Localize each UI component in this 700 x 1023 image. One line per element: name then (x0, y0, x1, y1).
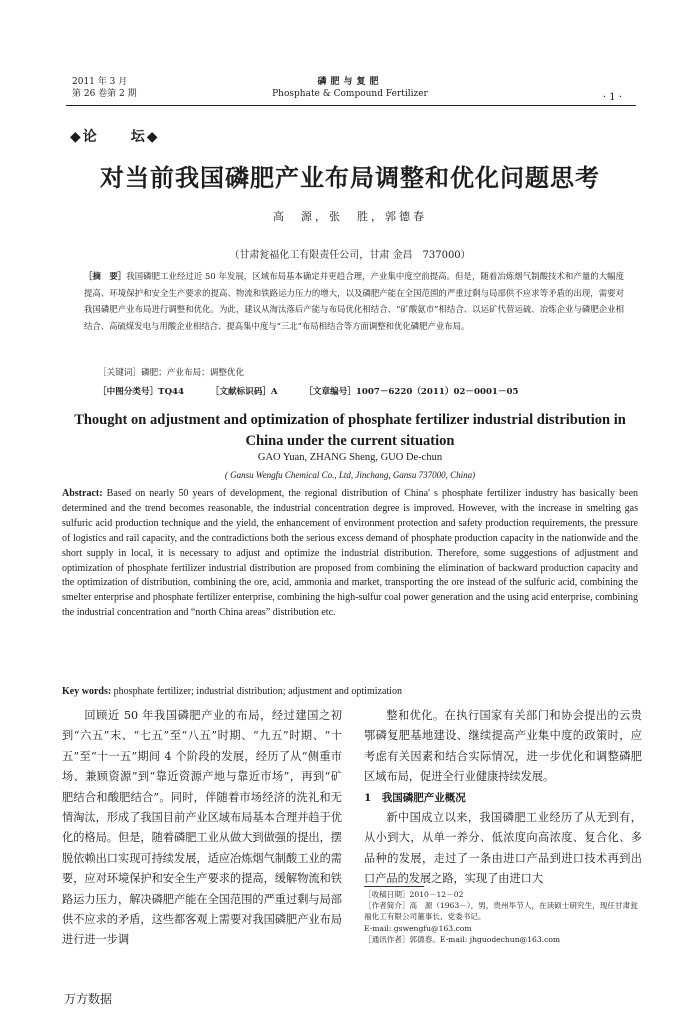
body-paragraph: 新中国成立以来，我国磷肥工业经历了从无到有，从小到大，从单一养分、低浓度向高浓度、复合化、多品种的发展，走过了一条由进口产品到进口技术再到出口产品的发展之路，实现了由进口大 (364, 811, 642, 886)
footnote-rule (364, 886, 424, 887)
keywords-cn-text: 磷肥；产业布局；调整优化 (140, 368, 245, 378)
section-heading: 1 我国磷肥产业概况 (364, 791, 466, 804)
body-left-column: 回顾近 50 年我国磷肥产业的布局，经过建国之初到“六五”末、“七五”至“八五”时期、“九五”时期、“十五”至“十一五”期间 4 个阶段的发展，经历了从“侧重市场、兼顾资源”到“靠近资源产地与靠近市场”，再到“矿肥结合和酸肥结合”。同时，伴随着市场经济的洗礼和无情淘汰，形成了我国目前产业区域布局基本合理并趋于优化的格局。但是，随着磷肥工业从做大到做强的提出，摆脱依赖出口实现可持续发展，适应冶炼烟气制酸工业的需要，应对环境保护和安全生产要求的提高，缓解物流和铁路运力压力，解决磷肥产能在全国范围的严重过剩与局部供不应求的矛盾，这些都客观上需要对我国磷肥产业布局进行进一步调 (62, 709, 342, 947)
footnote-email: E-mail: gswengfu@163.com (364, 923, 472, 933)
abstract-en-label: Abstract: (62, 488, 103, 499)
abstract-en-text: Based on nearly 50 years of development, the regional distribution of China' s phosphate fertilizer industry has basically been determined and the trend becomes reasonable, the industrial concentration degree is improved. However, with the increase in smelting gas sulfuric acid production technique and the yield, the enhancement of environment protection and safety production requirements, the pressure of logistics and rail capacity, and the contradictions both the serious excess demand of phosphate production capacity in the nationwide and the short supply in local, it is necessary to adjust and optimize the industrial distribution. Therefore, some suggestions of adjustment and optimization of phosphate fertilizer industrial distribution are proposed from combining the elimination of backward production capacity and the optimization of distribution, combining the ore, acid, ammonia and market, transporting the ore instead of the sulfuric acid, combining the smelter enterprise and phosphate fertilizer enterprise, combining the high-sulfur coal power generation and the using acid enterprise, combining the industrial concentration and “north China areas” distribution etc. (62, 488, 639, 619)
body-right-column (364, 706, 642, 890)
abstract-cn-label: ［摘 要］ (84, 271, 127, 281)
affiliation-en: ( Gansu Wengfu Chemical Co., Ltd, Jinchang, Gansu 737000, China) (224, 470, 476, 480)
keywords-cn-label: ［关键词］ (98, 368, 141, 378)
issue-date: 2011 年 3 月 (72, 77, 128, 87)
journal-name-cn: 磷肥与复肥 (317, 77, 383, 87)
header-rule (66, 105, 636, 106)
authors-cn: 高 源，张 胜，郭德春 (273, 210, 427, 223)
classification-line (98, 385, 542, 397)
article-number: ［文章编号］1007－6220（2011）02－0001－05 (304, 387, 519, 397)
page-title: 对当前我国磷肥产业布局调整和优化问题思考 (100, 163, 600, 192)
affiliation-cn: （甘肃瓮福化工有限责任公司，甘肃 金昌 737000） (229, 250, 471, 261)
footnote-author: ［作者简介］高 源（1963－），男，贵州毕节人，在读硕士研究生，现任甘肃瓮福化工有限公司董事长、党委书记。 (364, 901, 638, 922)
keywords-cn (98, 366, 244, 378)
footnote-received: ［收稿日期］2010－12－02 (364, 890, 464, 899)
watermark: 万方数据 (64, 992, 113, 1006)
column-tag: ◆论 坛◆ (70, 129, 160, 145)
footnote-corresponding: ［通讯作者］郭德春。E-mail: jhguodechun@163.com (364, 934, 561, 944)
journal-name-en: Phosphate & Compound Fertilizer (272, 89, 428, 99)
keywords-en-text: phosphate fertilizer; industrial distribution; adjustment and optimization (113, 686, 402, 697)
page-number: · 1 · (602, 92, 622, 103)
abstract-en (62, 487, 638, 621)
issue-volume: 第 26 卷第 2 期 (72, 89, 137, 99)
keywords-en-label: Key words: (62, 686, 112, 697)
authors-en: GAO Yuan, ZHANG Sheng, GUO De-chun (257, 452, 443, 463)
doc-code: ［文献标识码］A (210, 387, 278, 397)
abstract-cn (84, 268, 624, 334)
keywords-en (62, 686, 402, 697)
footnotes (364, 889, 642, 945)
journal-header (0, 76, 700, 100)
body-paragraph: 整和优化。在执行国家有关部门和协会提出的云贵鄂磷复肥基地建设、继续提高产业集中度的政策时，应考虑有关因素和结合实际情况，进一步优化和调整磷肥区域布局，促进全行业健康持续发展。 (364, 709, 642, 784)
abstract-cn-text: 我国磷肥工业经过近 50 年发展，区域布局基本确定并更趋合理，产业集中度空前提高。但是，随着冶炼烟气制酸技术和产量的大幅度提高、环境保护和安全生产要求的提高、物流和铁路运力压力的增大，以及磷肥产能在全国范围的严重过剩与局部供不应求等矛盾的出现，需要对我国磷肥产业布局进行调整和优化。为此，建议从淘汰落后产能与布局优化相结合、“矿酸氨市”相结合、以运矿代替运硫、冶炼企业与磷肥企业相结合、高硫煤发电与用酸企业相结合、提高集中度与“三北”布局相结合等方面调整和优化磷肥产业布局。 (84, 271, 625, 331)
title-en: Thought on adjustment and optimization of phosphate fertilizer industrial distribution in China under the current situation (74, 412, 626, 449)
clc-code: ［中图分类号］TQ44 (98, 387, 185, 397)
